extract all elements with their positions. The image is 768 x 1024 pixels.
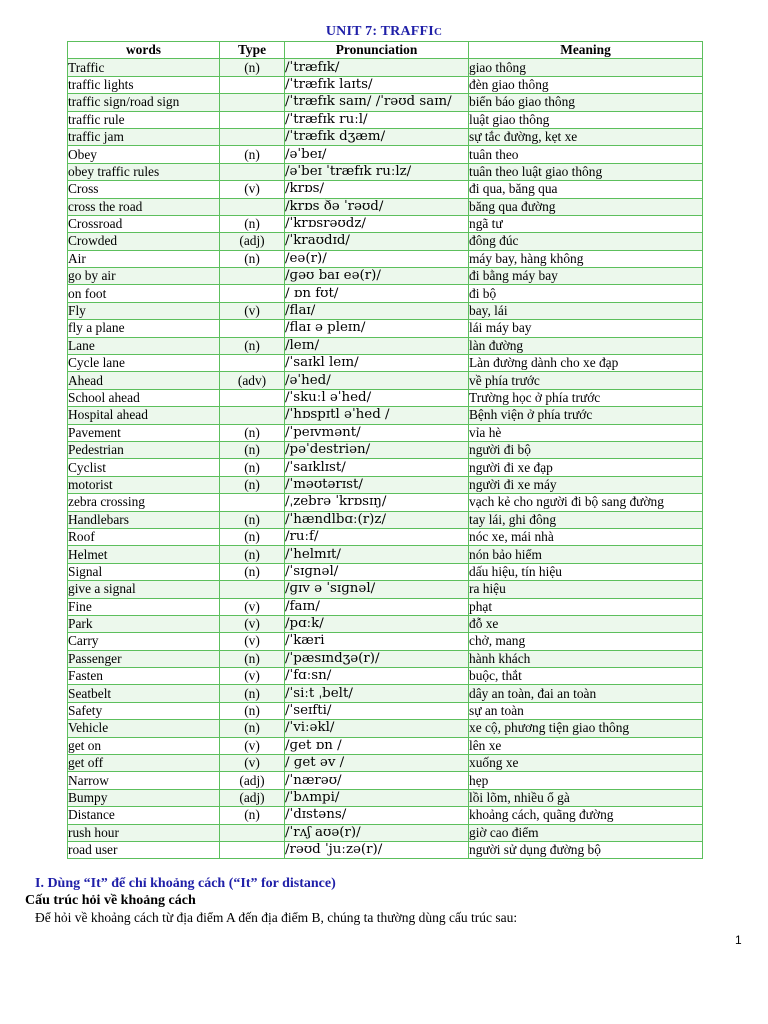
type-cell xyxy=(220,111,285,128)
type-cell: (n) xyxy=(220,441,285,458)
pronunciation-cell: /ˈsɪɡnəl/ xyxy=(285,563,469,580)
pronunciation-cell: /ɡet ɒn / xyxy=(285,737,469,754)
meaning-cell: dây an toàn, đai an toàn xyxy=(469,685,703,702)
word-cell: Helmet xyxy=(68,546,220,563)
word-cell: Carry xyxy=(68,633,220,650)
type-cell: (n) xyxy=(220,546,285,563)
type-cell xyxy=(220,268,285,285)
word-cell: cross the road xyxy=(68,198,220,215)
type-cell: (n) xyxy=(220,528,285,545)
pronunciation-cell: /ˈhændlbɑː(r)z/ xyxy=(285,511,469,528)
word-cell: Air xyxy=(68,250,220,267)
meaning-cell: sự tắc đường, kẹt xe xyxy=(469,128,703,145)
table-row xyxy=(68,685,703,702)
table-row xyxy=(68,302,703,319)
type-cell: (n) xyxy=(220,59,285,76)
pronunciation-cell: /ɡəʊ baɪ eə(r)/ xyxy=(285,268,469,285)
word-cell: Roof xyxy=(68,528,220,545)
meaning-cell: Làn đường dành cho xe đạp xyxy=(469,355,703,372)
type-cell xyxy=(220,285,285,302)
meaning-cell: Bệnh viện ở phía trước xyxy=(469,407,703,424)
meaning-cell: vạch kẻ cho người đi bộ sang đường xyxy=(469,494,703,511)
type-cell: (adj) xyxy=(220,772,285,789)
header-type: Type xyxy=(220,42,285,59)
table-row xyxy=(68,215,703,232)
pronunciation-cell: /pɑːk/ xyxy=(285,615,469,632)
meaning-cell: đi bộ xyxy=(469,285,703,302)
pronunciation-cell: /flaɪ/ xyxy=(285,302,469,319)
word-cell: Bumpy xyxy=(68,789,220,806)
table-row xyxy=(68,424,703,441)
pronunciation-cell: /ˈnærəʊ/ xyxy=(285,772,469,789)
meaning-cell: luật giao thông xyxy=(469,111,703,128)
word-cell: rush hour xyxy=(68,824,220,841)
pronunciation-cell: /ˈtræfɪk ruːl/ xyxy=(285,111,469,128)
pronunciation-cell: /ˈtræfɪk laɪts/ xyxy=(285,76,469,93)
pronunciation-cell: /ˈrʌʃ aʊə(r)/ xyxy=(285,824,469,841)
pronunciation-cell: /ˈviːəkl/ xyxy=(285,720,469,737)
word-cell: traffic sign/road sign xyxy=(68,94,220,111)
table-row xyxy=(68,459,703,476)
table-row xyxy=(68,76,703,93)
table-row xyxy=(68,528,703,545)
type-cell: (v) xyxy=(220,633,285,650)
table-row xyxy=(68,581,703,598)
word-cell: traffic jam xyxy=(68,128,220,145)
header-pronunciation: Pronunciation xyxy=(285,42,469,59)
pronunciation-cell: /flaɪ ə pleɪn/ xyxy=(285,320,469,337)
word-cell: Pedestrian xyxy=(68,441,220,458)
pronunciation-cell: / ɒn fʊt/ xyxy=(285,285,469,302)
pronunciation-cell: /ˈsaɪklɪst/ xyxy=(285,459,469,476)
pronunciation-cell: /pəˈdestriən/ xyxy=(285,441,469,458)
word-cell: get on xyxy=(68,737,220,754)
type-cell: (adj) xyxy=(220,789,285,806)
meaning-cell: máy bay, hàng không xyxy=(469,250,703,267)
word-cell: Pavement xyxy=(68,424,220,441)
meaning-cell: xe cộ, phương tiện giao thông xyxy=(469,720,703,737)
table-row xyxy=(68,598,703,615)
type-cell xyxy=(220,389,285,406)
word-cell: Fly xyxy=(68,302,220,319)
meaning-cell: đèn giao thông xyxy=(469,76,703,93)
meaning-cell: sự an toàn xyxy=(469,702,703,719)
meaning-cell: đi bằng máy bay xyxy=(469,268,703,285)
word-cell: traffic rule xyxy=(68,111,220,128)
table-row xyxy=(68,128,703,145)
word-cell: Seatbelt xyxy=(68,685,220,702)
table-row xyxy=(68,650,703,667)
type-cell: (n) xyxy=(220,702,285,719)
table-row xyxy=(68,615,703,632)
meaning-cell: lái máy bay xyxy=(469,320,703,337)
type-cell xyxy=(220,355,285,372)
word-cell: Crossroad xyxy=(68,215,220,232)
pronunciation-cell: /əˈbeɪ ˈtræfɪk ruːlz/ xyxy=(285,163,469,180)
table-row xyxy=(68,372,703,389)
table-row xyxy=(68,824,703,841)
meaning-cell: tay lái, ghi đông xyxy=(469,511,703,528)
pronunciation-cell: /ˈkrɒsrəʊdz/ xyxy=(285,215,469,232)
table-row xyxy=(68,441,703,458)
word-cell: Lane xyxy=(68,337,220,354)
pronunciation-cell: /ˈsaɪkl leɪn/ xyxy=(285,355,469,372)
type-cell: (v) xyxy=(220,181,285,198)
pronunciation-cell: /faɪn/ xyxy=(285,598,469,615)
word-cell: traffic lights xyxy=(68,76,220,93)
type-cell xyxy=(220,163,285,180)
pronunciation-cell: /ˈhɒspɪtl əˈhed / xyxy=(285,407,469,424)
word-cell: zebra crossing xyxy=(68,494,220,511)
table-row xyxy=(68,389,703,406)
table-row xyxy=(68,511,703,528)
type-cell: (n) xyxy=(220,146,285,163)
meaning-cell: giao thông xyxy=(469,59,703,76)
table-row xyxy=(68,841,703,858)
meaning-cell: bay, lái xyxy=(469,302,703,319)
meaning-cell: đi qua, băng qua xyxy=(469,181,703,198)
pronunciation-cell: /ˈsiːt ˌbelt/ xyxy=(285,685,469,702)
word-cell: motorist xyxy=(68,476,220,493)
header-words: words xyxy=(68,42,220,59)
type-cell: (n) xyxy=(220,650,285,667)
table-row xyxy=(68,494,703,511)
meaning-cell: nóc xe, mái nhà xyxy=(469,528,703,545)
word-cell: Signal xyxy=(68,563,220,580)
meaning-cell: phạt xyxy=(469,598,703,615)
word-cell: Passenger xyxy=(68,650,220,667)
pronunciation-cell: /ˈtræfɪk/ xyxy=(285,59,469,76)
meaning-cell: hẹp xyxy=(469,772,703,789)
type-cell: (n) xyxy=(220,215,285,232)
pronunciation-cell: /əˈbeɪ/ xyxy=(285,146,469,163)
meaning-cell: buộc, thắt xyxy=(469,668,703,685)
type-cell: (n) xyxy=(220,459,285,476)
meaning-cell: ngã tư xyxy=(469,215,703,232)
meaning-cell: hành khách xyxy=(469,650,703,667)
type-cell xyxy=(220,128,285,145)
page-number: 1 xyxy=(735,933,742,947)
header-meaning: Meaning xyxy=(469,42,703,59)
word-cell: Traffic xyxy=(68,59,220,76)
table-row xyxy=(68,755,703,772)
table-row xyxy=(68,320,703,337)
pronunciation-cell: /ˈdɪstəns/ xyxy=(285,807,469,824)
table-row xyxy=(68,737,703,754)
table-row xyxy=(68,198,703,215)
meaning-cell: biển báo giao thông xyxy=(469,94,703,111)
word-cell: get off xyxy=(68,755,220,772)
table-row xyxy=(68,772,703,789)
type-cell xyxy=(220,841,285,858)
word-cell: give a signal xyxy=(68,581,220,598)
table-row xyxy=(68,233,703,250)
pronunciation-cell: / ɡet əv / xyxy=(285,755,469,772)
pronunciation-cell: /ˈbʌmpi/ xyxy=(285,789,469,806)
pronunciation-cell: /ˈseɪfti/ xyxy=(285,702,469,719)
table-row xyxy=(68,268,703,285)
table-row xyxy=(68,181,703,198)
meaning-cell: chở, mang xyxy=(469,633,703,650)
section-subheading: Cấu trúc hỏi về khoảng cách xyxy=(25,893,196,908)
type-cell: (n) xyxy=(220,424,285,441)
type-cell xyxy=(220,94,285,111)
pronunciation-cell: /ˈskuːl əˈhed/ xyxy=(285,389,469,406)
table-header-row xyxy=(68,42,703,59)
type-cell: (v) xyxy=(220,598,285,615)
pronunciation-cell: /ˈməʊtərɪst/ xyxy=(285,476,469,493)
pronunciation-cell: /ˈpæsɪndʒə(r)/ xyxy=(285,650,469,667)
type-cell xyxy=(220,581,285,598)
type-cell: (n) xyxy=(220,337,285,354)
type-cell xyxy=(220,824,285,841)
pronunciation-cell: /ˈhelmɪt/ xyxy=(285,546,469,563)
word-cell: Crowded xyxy=(68,233,220,250)
word-cell: Hospital ahead xyxy=(68,407,220,424)
meaning-cell: làn đường xyxy=(469,337,703,354)
pronunciation-cell: /ˈpeɪvmənt/ xyxy=(285,424,469,441)
pronunciation-cell: /ˌzebrə ˈkrɒsɪŋ/ xyxy=(285,494,469,511)
table-row xyxy=(68,407,703,424)
type-cell: (adv) xyxy=(220,372,285,389)
word-cell: Safety xyxy=(68,702,220,719)
word-cell: Fine xyxy=(68,598,220,615)
word-cell: go by air xyxy=(68,268,220,285)
word-cell: fly a plane xyxy=(68,320,220,337)
meaning-cell: lồi lõm, nhiều ổ gà xyxy=(469,789,703,806)
type-cell: (n) xyxy=(220,720,285,737)
meaning-cell: nón bảo hiểm xyxy=(469,546,703,563)
table-row xyxy=(68,807,703,824)
pronunciation-cell: /ˈtræfɪk dʒæm/ xyxy=(285,128,469,145)
table-row xyxy=(68,163,703,180)
word-cell: Obey xyxy=(68,146,220,163)
word-cell: Cycle lane xyxy=(68,355,220,372)
meaning-cell: dấu hiệu, tín hiệu xyxy=(469,563,703,580)
section-paragraph: Để hỏi về khoảng cách từ địa điểm A đến địa điểm B, chúng ta thường dùng cấu trúc sau: xyxy=(35,910,518,925)
word-cell: Narrow xyxy=(68,772,220,789)
table-row xyxy=(68,146,703,163)
pronunciation-cell: /eə(r)/ xyxy=(285,250,469,267)
table-row xyxy=(68,285,703,302)
type-cell: (v) xyxy=(220,668,285,685)
pronunciation-cell: /ˈkraʊdɪd/ xyxy=(285,233,469,250)
meaning-cell: người sử dụng đường bộ xyxy=(469,841,703,858)
meaning-cell: băng qua đường xyxy=(469,198,703,215)
vocabulary-rows xyxy=(68,59,703,859)
type-cell: (n) xyxy=(220,563,285,580)
type-cell: (n) xyxy=(220,685,285,702)
meaning-cell: người đi xe đạp xyxy=(469,459,703,476)
table-row xyxy=(68,702,703,719)
table-row xyxy=(68,668,703,685)
table-row xyxy=(68,94,703,111)
word-cell: Fasten xyxy=(68,668,220,685)
type-cell: (adj) xyxy=(220,233,285,250)
meaning-cell: đỗ xe xyxy=(469,615,703,632)
type-cell xyxy=(220,494,285,511)
vocabulary-table xyxy=(67,41,703,859)
table-row xyxy=(68,633,703,650)
table-row xyxy=(68,59,703,76)
pronunciation-cell: /ɡɪv ə ˈsɪɡnəl/ xyxy=(285,581,469,598)
pronunciation-cell: /ˈkæri xyxy=(285,633,469,650)
meaning-cell: khoảng cách, quãng đường xyxy=(469,807,703,824)
pronunciation-cell: /ˈtræfɪk saɪn/ /ˈrəʊd saɪn/ xyxy=(285,94,469,111)
pronunciation-cell: /ruːf/ xyxy=(285,528,469,545)
meaning-cell: lên xe xyxy=(469,737,703,754)
type-cell: (v) xyxy=(220,737,285,754)
meaning-cell: giờ cao điểm xyxy=(469,824,703,841)
word-cell: Cyclist xyxy=(68,459,220,476)
word-cell: Distance xyxy=(68,807,220,824)
meaning-cell: tuân theo luật giao thông xyxy=(469,163,703,180)
meaning-cell: người đi bộ xyxy=(469,441,703,458)
pronunciation-cell: /rəʊd ˈjuːzə(r)/ xyxy=(285,841,469,858)
word-cell: Handlebars xyxy=(68,511,220,528)
table-row xyxy=(68,355,703,372)
table-row xyxy=(68,111,703,128)
word-cell: on foot xyxy=(68,285,220,302)
table-row xyxy=(68,337,703,354)
meaning-cell: vỉa hè xyxy=(469,424,703,441)
meaning-cell: người đi xe máy xyxy=(469,476,703,493)
page-title: UNIT 7: TRAFFIC xyxy=(325,24,443,39)
meaning-cell: ra hiệu xyxy=(469,581,703,598)
meaning-cell: tuân theo xyxy=(469,146,703,163)
word-cell: Ahead xyxy=(68,372,220,389)
type-cell xyxy=(220,407,285,424)
word-cell: School ahead xyxy=(68,389,220,406)
type-cell: (n) xyxy=(220,807,285,824)
type-cell: (v) xyxy=(220,755,285,772)
table-row xyxy=(68,546,703,563)
type-cell xyxy=(220,320,285,337)
word-cell: road user xyxy=(68,841,220,858)
pronunciation-cell: /krɒs ðə ˈrəʊd/ xyxy=(285,198,469,215)
section-heading: I. Dùng “It” để chỉ khoảng cách (“It” for distance) xyxy=(35,876,336,891)
word-cell: obey traffic rules xyxy=(68,163,220,180)
pronunciation-cell: /krɒs/ xyxy=(285,181,469,198)
type-cell: (v) xyxy=(220,302,285,319)
table-row xyxy=(68,720,703,737)
type-cell xyxy=(220,198,285,215)
word-cell: Vehicle xyxy=(68,720,220,737)
type-cell: (v) xyxy=(220,615,285,632)
type-cell: (n) xyxy=(220,250,285,267)
type-cell xyxy=(220,76,285,93)
table-row xyxy=(68,789,703,806)
table-row xyxy=(68,563,703,580)
table-row xyxy=(68,250,703,267)
word-cell: Park xyxy=(68,615,220,632)
type-cell: (n) xyxy=(220,511,285,528)
meaning-cell: đông đúc xyxy=(469,233,703,250)
meaning-cell: xuống xe xyxy=(469,755,703,772)
meaning-cell: về phía trước xyxy=(469,372,703,389)
pronunciation-cell: /ˈfɑːsn/ xyxy=(285,668,469,685)
word-cell: Cross xyxy=(68,181,220,198)
meaning-cell: Trường học ở phía trước xyxy=(469,389,703,406)
type-cell: (n) xyxy=(220,476,285,493)
pronunciation-cell: /əˈhed/ xyxy=(285,372,469,389)
table-row xyxy=(68,476,703,493)
pronunciation-cell: /leɪn/ xyxy=(285,337,469,354)
